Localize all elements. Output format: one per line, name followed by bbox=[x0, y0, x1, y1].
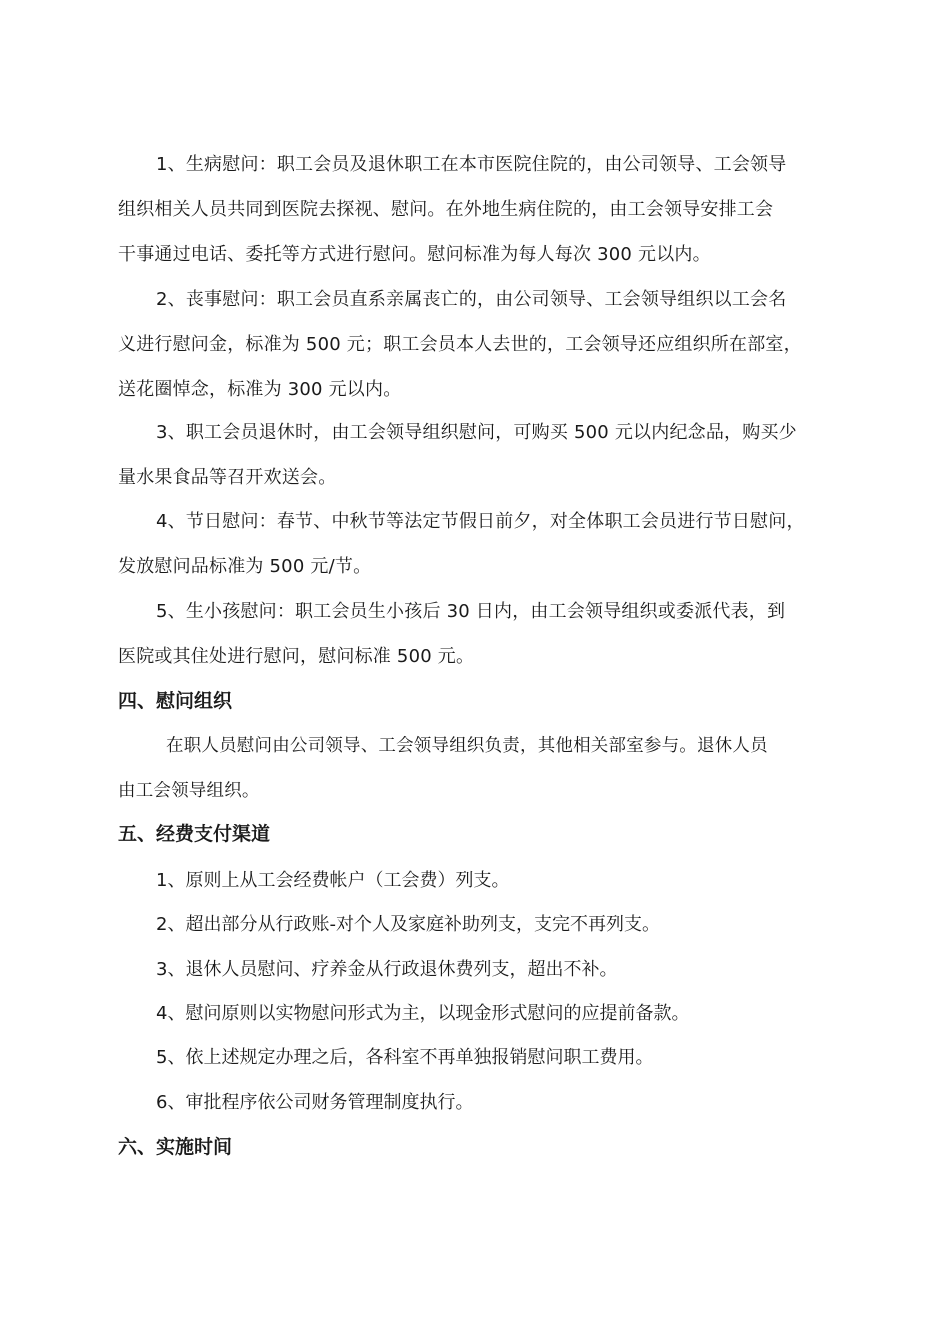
text-line: 送花圈悼念，标准为 300 元以内。 bbox=[118, 379, 402, 400]
text-line: 4、节日慰问：春节、中秋节等法定节假日前夕，对全体职工会员进行节日慰问， bbox=[156, 511, 805, 532]
text-line: 组织相关人员共同到医院去探视、慰问。在外地生病住院的，由工会领导安排工会 bbox=[118, 199, 774, 220]
paragraph-holiday-visit bbox=[118, 499, 830, 589]
text-line: 3、职工会员退休时，由工会领导组织慰问，可购买 500 元以内纪念品，购买少 bbox=[156, 422, 797, 443]
section-heading-funding: 五、经费支付渠道 bbox=[118, 823, 271, 845]
list-item: 3、退休人员慰问、疗养金从行政退休费列支，超出不补。 bbox=[156, 959, 618, 980]
list-item: 6、审批程序依公司财务管理制度执行。 bbox=[156, 1092, 474, 1113]
section-heading-organization: 四、慰问组织 bbox=[118, 690, 233, 712]
list-item: 5、依上述规定办理之后，各科室不再单独报销慰问职工费用。 bbox=[156, 1047, 654, 1068]
text-line: 5、生小孩慰问：职工会员生小孩后 30 日内，由工会领导组织或委派代表，到 bbox=[156, 601, 786, 622]
list-item: 4、慰问原则以实物慰问形式为主，以现金形式慰问的应提前备款。 bbox=[156, 1003, 690, 1024]
paragraph-organization bbox=[118, 724, 830, 814]
text-line: 干事通过电话、委托等方式进行慰问。慰问标准为每人每次 300 元以内。 bbox=[118, 244, 711, 265]
text-line: 由工会领导组织。 bbox=[118, 781, 260, 801]
text-line: 义进行慰问金，标准为 500 元；职工会员本人去世的，工会领导还应组织所在部室， bbox=[118, 334, 802, 355]
text-line: 2、丧事慰问：职工会员直系亲属丧亡的，由公司领导、工会领导组织以工会名 bbox=[156, 289, 787, 310]
text-line: 医院或其住处进行慰问，慰问标准 500 元。 bbox=[118, 646, 475, 667]
list-item: 2、超出部分从行政账-对个人及家庭补助列支，支完不再列支。 bbox=[156, 914, 660, 935]
section-heading-effective-date: 六、实施时间 bbox=[118, 1136, 233, 1158]
paragraph-retirement-visit bbox=[118, 410, 830, 500]
text-line: 量水果食品等召开欢送会。 bbox=[118, 467, 337, 488]
text-line: 1、生病慰问：职工会员及退休职工在本市医院住院的，由公司领导、工会领导 bbox=[156, 154, 787, 175]
paragraph-funeral-visit bbox=[118, 277, 830, 412]
paragraph-sick-visit bbox=[118, 142, 830, 277]
text-line: 发放慰问品标准为 500 元/节。 bbox=[118, 556, 372, 577]
paragraph-childbirth-visit bbox=[118, 589, 830, 679]
list-item: 1、原则上从工会经费帐户（工会费）列支。 bbox=[156, 870, 510, 891]
text-line: 在职人员慰问由公司领导、工会领导组织负责，其他相关部室参与。退休人员 bbox=[166, 736, 768, 756]
